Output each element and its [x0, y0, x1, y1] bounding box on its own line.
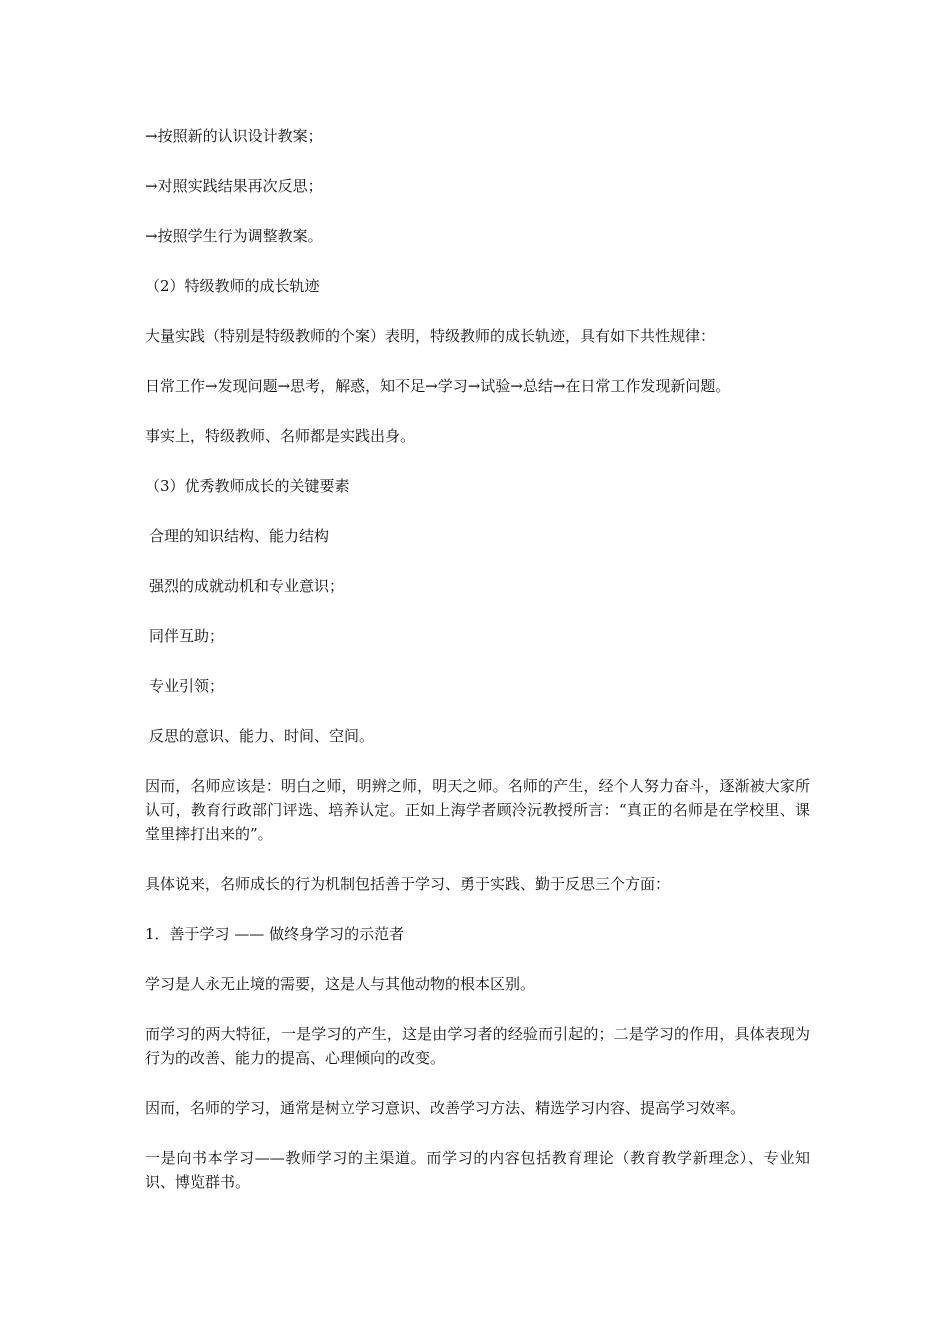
list-item-motivation: 强烈的成就动机和专业意识；	[149, 577, 345, 595]
section-heading-key-factors: （3）优秀教师成长的关键要素	[145, 477, 350, 495]
list-item-professional-guidance: 专业引领；	[149, 677, 225, 695]
paragraph-learning-features: 而学习的两大特征，一是学习的产生，这是由学习者的经验而引起的；二是学习的作用，具体表现为行为的改善、能力的提高、心理倾向的改变。	[145, 1025, 810, 1067]
paragraph-growth-chain: 日常工作→发现问题→思考，解惑，知不足→学习→试验→总结→在日常工作发现新问题。	[145, 377, 731, 395]
section-heading-learning: 1．善于学习 —— 做终身学习的示范者	[145, 925, 405, 943]
paragraph-practice-origin: 事实上，特级教师、名师都是实践出身。	[145, 427, 416, 445]
list-item-knowledge-structure: 合理的知识结构、能力结构	[149, 527, 330, 545]
paragraph-step-design: →按照新的认识设计教案；	[145, 127, 323, 145]
paragraph-growth-intro: 大量实践（特别是特级教师的个案）表明，特级教师的成长轨迹，具有如下共性规律：	[145, 327, 716, 345]
paragraph-learn-from-books: 一是向书本学习——教师学习的主渠道。而学习的内容包括教育理论（教育教学新理念）、专业知识、博览群书。	[145, 1149, 810, 1191]
paragraph-behavior-mechanism: 具体说来，名师成长的行为机制包括善于学习、勇于实践、勤于反思三个方面：	[145, 875, 671, 893]
list-item-peer-support: 同伴互助；	[149, 627, 225, 645]
document-body	[145, 124, 810, 1220]
list-item-reflection: 反思的意识、能力、时间、空间。	[149, 727, 375, 745]
paragraph-famous-teacher: 因而，名师应该是：明白之师，明辨之师，明天之师。名师的产生，经个人努力奋斗，逐渐被大家所认可，教育行政部门评选、培养认定。正如上海学者顾泠沅教授所言：“真正的名师是在学校里、课堂里摔打出来的”。	[145, 777, 810, 843]
section-heading-growth-path: （2）特级教师的成长轨迹	[145, 277, 320, 295]
paragraph-step-reflect: →对照实践结果再次反思；	[145, 177, 323, 195]
paragraph-step-adjust: →按照学生行为调整教案。	[145, 227, 323, 245]
paragraph-learning-approach: 因而，名师的学习，通常是树立学习意识、改善学习方法、精选学习内容、提高学习效率。	[145, 1099, 746, 1117]
paragraph-learning-need: 学习是人永无止境的需要，这是人与其他动物的根本区别。	[145, 975, 536, 993]
